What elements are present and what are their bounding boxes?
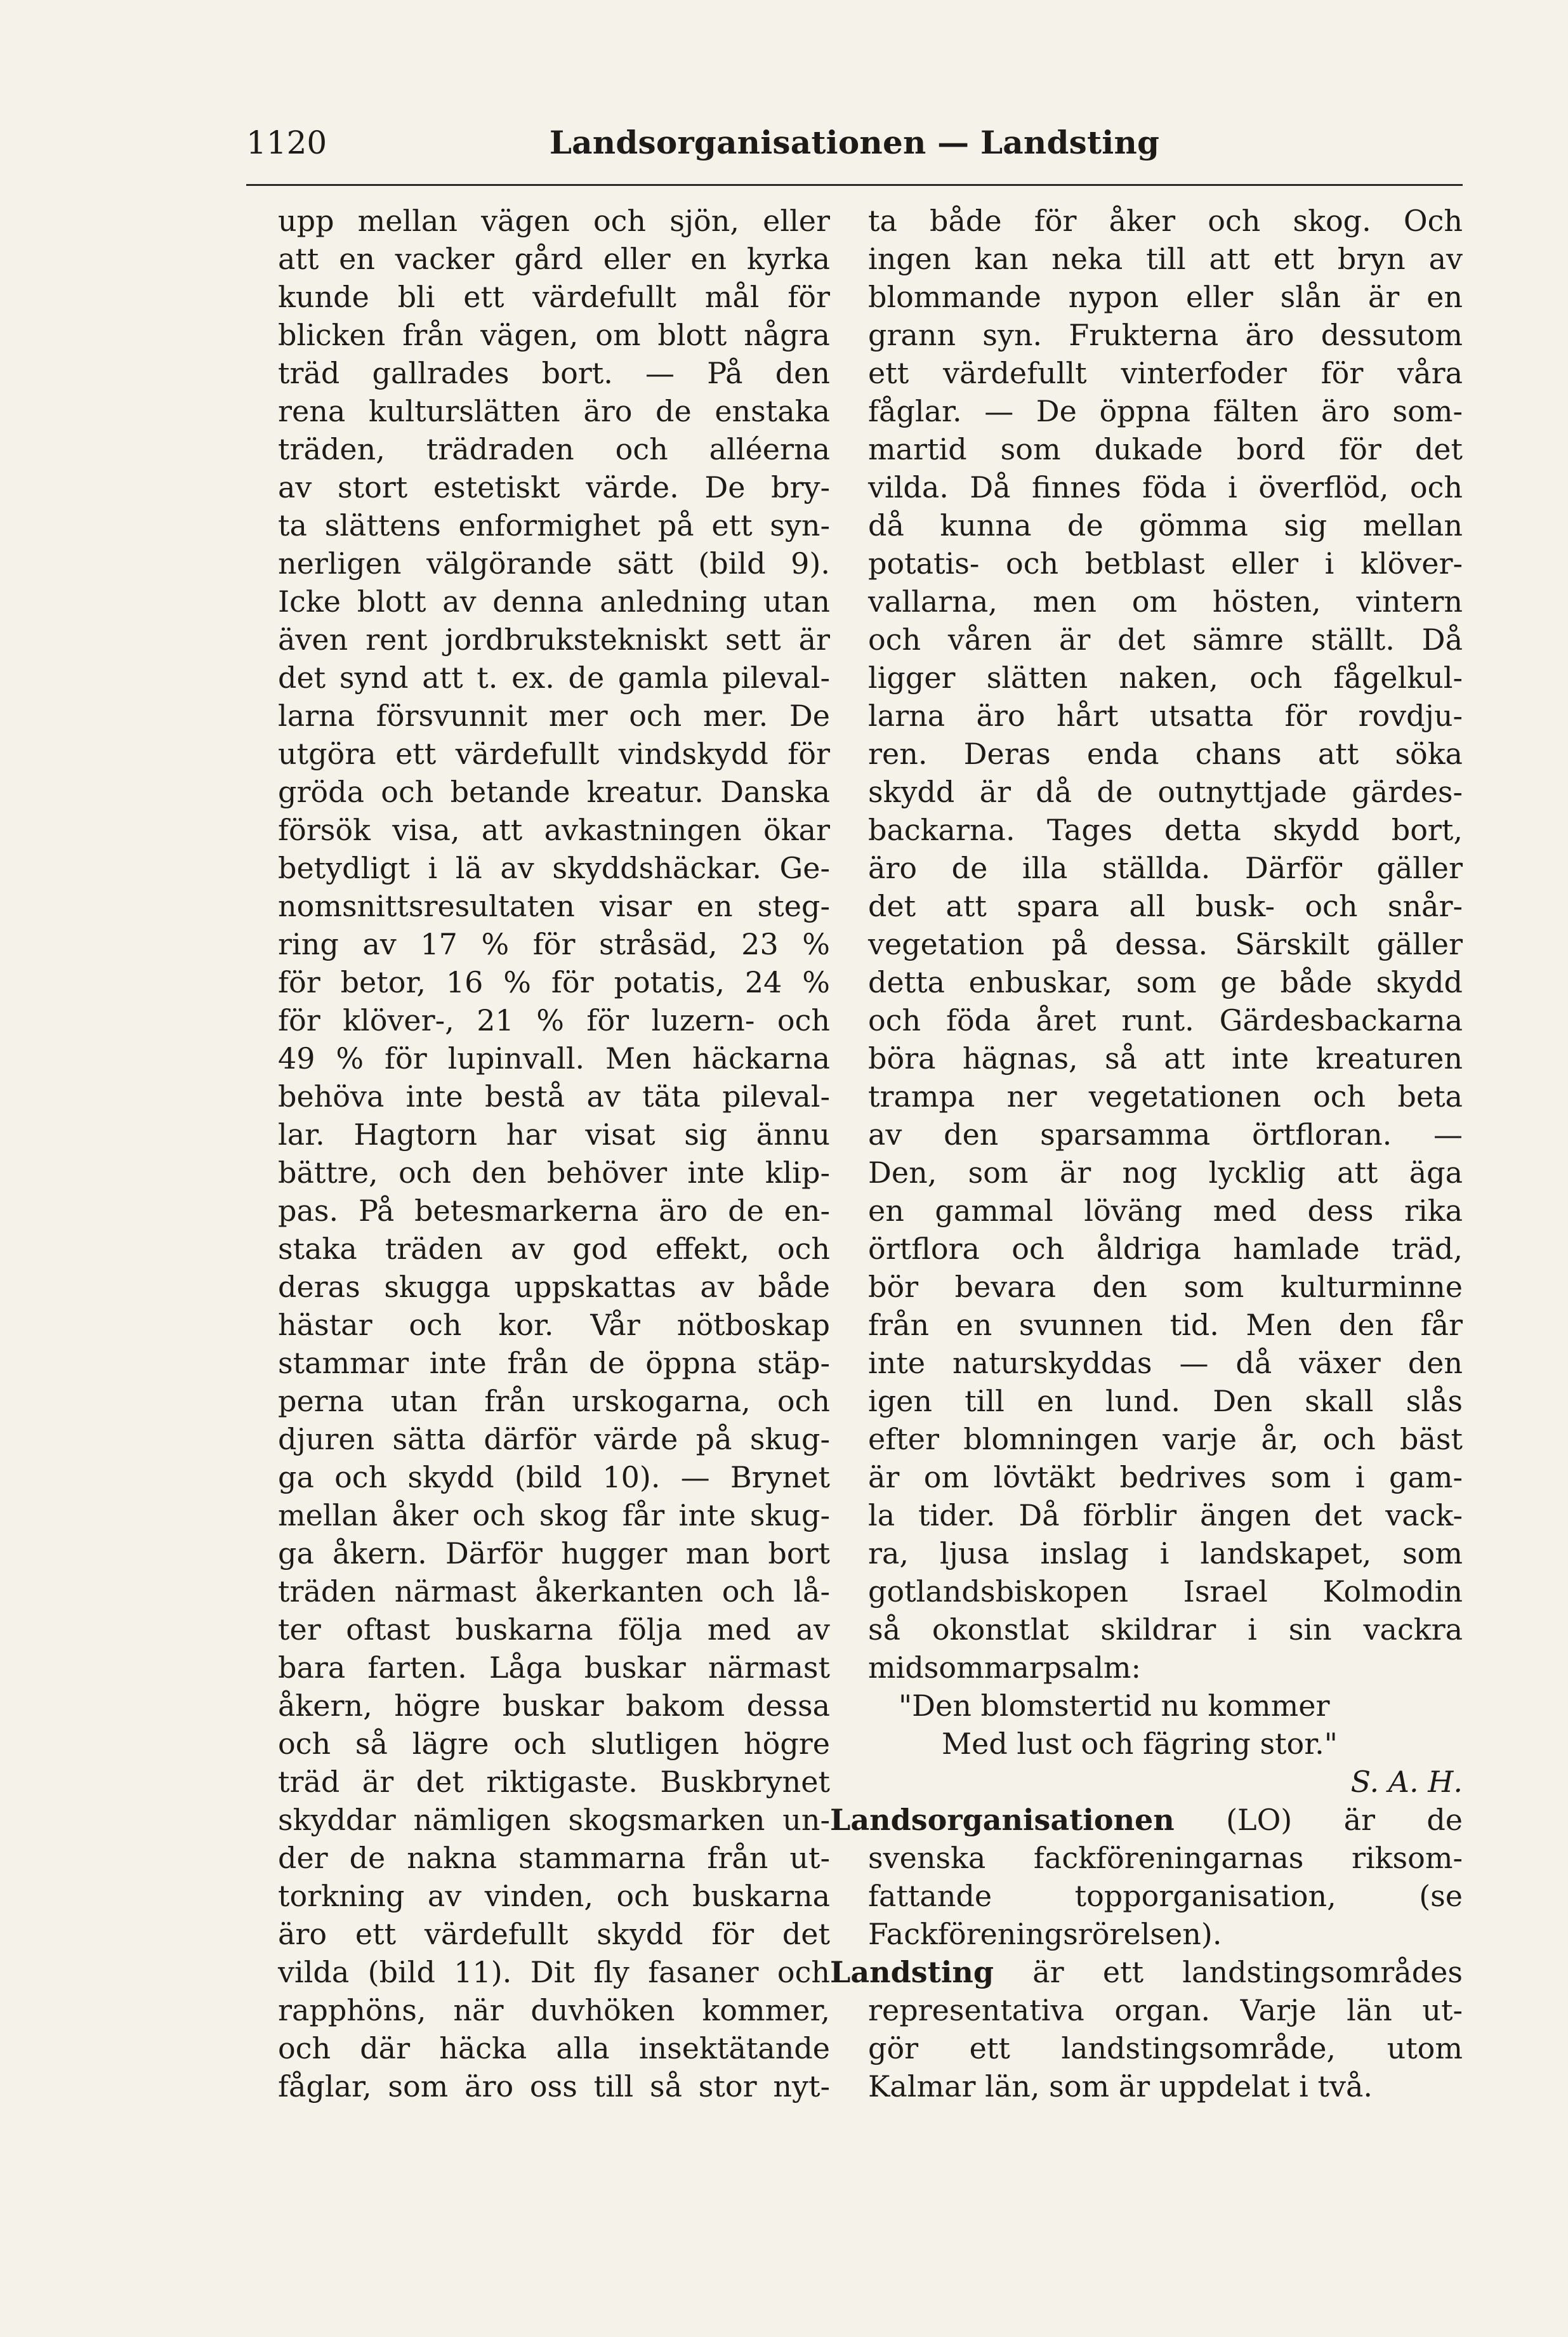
left-column <box>278 202 830 2105</box>
text-line: torkning av vinden, och buskarna <box>278 1879 830 1913</box>
text-line: skydd är då de outnyttjade gärdes- <box>868 775 1463 809</box>
text-line: att en vacker gård eller en kyrka <box>278 242 830 276</box>
text-line: träden, trädraden och alléerna <box>278 432 830 466</box>
text-line: för betor, 16 % för potatis, 24 % <box>278 965 830 999</box>
text-line: larna äro hårt utsatta för rovdju- <box>868 699 1463 733</box>
text-line: gotlandsbiskopen Israel Kolmodin <box>868 1574 1463 1609</box>
text-line: kunde bli ett värdefullt mål för <box>278 280 830 314</box>
text-line: djuren sätta därför värde på skug- <box>278 1422 830 1456</box>
text-line: ter oftast buskarna följa med av <box>278 1612 830 1647</box>
header-rule <box>246 184 1463 186</box>
text-line: försök visa, att avkastningen ökar <box>278 813 830 847</box>
text-line: träd gallrades bort. — På den <box>278 356 830 390</box>
text-line: vegetation på dessa. Särskilt gäller <box>868 927 1463 961</box>
text-line: nerligen välgörande sätt (bild 9). <box>278 546 830 581</box>
text-line: Icke blott av denna anledning utan <box>278 584 830 619</box>
text-line: behöva inte bestå av täta pileval- <box>278 1079 830 1114</box>
text-line: rapphöns, när duvhöken kommer, <box>278 1993 830 2027</box>
text-line: staka träden av god effekt, och <box>278 1232 830 1266</box>
text-line: pas. På betesmarkerna äro de en- <box>278 1194 830 1228</box>
text-line: martid som dukade bord för det <box>868 432 1463 466</box>
text-line: blommande nypon eller slån är en <box>868 280 1463 314</box>
text-line: gör ett landstingsområde, utom <box>868 2031 1463 2065</box>
text-line: då kunna de gömma sig mellan <box>868 508 1463 543</box>
text-line: nomsnittsresultaten visar en steg- <box>278 889 830 923</box>
text-line: representativa organ. Varje län ut- <box>868 1993 1463 2027</box>
text-line: och så lägre och slutligen högre <box>278 1727 830 1761</box>
text-line: bör bevara den som kulturminne <box>868 1270 1463 1304</box>
text-line: ett värdefullt vinterfoder för våra <box>868 356 1463 390</box>
text-line: la tider. Då förblir ängen det vack- <box>868 1498 1463 1532</box>
text-line: vilda. Då finnes föda i överflöd, och <box>868 470 1463 504</box>
text-line: detta enbuskar, som ge både skydd <box>868 965 1463 999</box>
text-line: der de nakna stammarna från ut- <box>278 1841 830 1875</box>
text-line: skyddar nämligen skogsmarken un- <box>278 1803 830 1837</box>
text-line: igen till en lund. Den skall slås <box>868 1384 1463 1418</box>
text-line: deras skugga uppskattas av både <box>278 1270 830 1304</box>
entry-body <box>830 1839 1463 1953</box>
text-line: potatis- och betblast eller i klöver- <box>868 546 1463 581</box>
text-line: är om lövtäkt bedrives som i gam- <box>868 1460 1463 1494</box>
text-line: ren. Deras enda chans att söka <box>868 737 1463 771</box>
text-line: Fackföreningsrörelsen). <box>868 1917 1222 1951</box>
text-line: för klöver-, 21 % för luzern- och <box>278 1003 830 1037</box>
text-line: backarna. Tages detta skydd bort, <box>868 813 1463 847</box>
text-line: av stort estetiskt värde. De bry- <box>278 470 830 504</box>
text-line: från en svunnen tid. Men den får <box>868 1308 1463 1342</box>
text-line: äro ett värdefullt skydd för det <box>278 1917 830 1951</box>
quote-line: "Den blomstertid nu kommer <box>899 1689 1330 1723</box>
page-number: 1120 <box>246 124 327 161</box>
text-line: 49 % för lupinvall. Men häckarna <box>278 1041 830 1076</box>
text-line: ta slättens enformighet på ett syn- <box>278 508 830 543</box>
text-line: det synd att t. ex. de gamla pileval- <box>278 661 830 695</box>
text-line: så okonstlat skildrar i sin vackra <box>868 1612 1463 1647</box>
text-line: och där häcka alla insektätande <box>278 2031 830 2065</box>
text-line: bättre, och den behöver inte klip- <box>278 1155 830 1190</box>
text-line: och föda året runt. Gärdesbackarna <box>868 1003 1463 1037</box>
text-line: och våren är det sämre ställt. Då <box>868 622 1463 657</box>
entry-landsorganisationen <box>830 1801 1463 1953</box>
text-line: åkern, högre buskar bakom dessa <box>278 1689 830 1723</box>
entry-headword: Landsorganisationen <box>830 1803 1175 1837</box>
text-line: trampa ner vegetationen och beta <box>868 1079 1463 1114</box>
text-line: fåglar. — De öppna fälten äro som- <box>868 394 1463 428</box>
text-line: perna utan från urskogarna, och <box>278 1384 830 1418</box>
right-column-continuation <box>868 202 1463 1687</box>
entry-landsting <box>830 1953 1463 2105</box>
running-head: Landsorganisationen — Landsting <box>549 124 1160 161</box>
text-line: äro de illa ställda. Därför gäller <box>868 851 1463 885</box>
text-line: inte naturskyddas — då växer den <box>868 1346 1463 1380</box>
text-line: vilda (bild 11). Dit fly fasaner och <box>278 1955 830 1989</box>
text-line: Kalmar län, som är uppdelat i två. <box>868 2069 1373 2103</box>
text-line: ta både för åker och skog. Och <box>868 204 1463 238</box>
text-line: av den sparsamma örtfloran. — <box>868 1117 1463 1152</box>
text-line: Den, som är nog lycklig att äga <box>868 1155 1463 1190</box>
author-signature: S. A. H. <box>1350 1765 1463 1799</box>
text-line: en gammal löväng med dess rika <box>868 1194 1463 1228</box>
entry-text: är ett landstingsområdes <box>994 1955 1463 1989</box>
text-line: fåglar, som äro oss till så stor nyt- <box>278 2069 830 2103</box>
text-line: ligger slätten naken, och fågelkul- <box>868 661 1463 695</box>
text-line: bara farten. Låga buskar närmast <box>278 1650 830 1685</box>
entry-first-line <box>830 1953 1463 1991</box>
entry-text: (LO) är de <box>1174 1803 1463 1837</box>
page-header <box>246 121 1463 165</box>
text-line: ring av 17 % för stråsäd, 23 % <box>278 927 830 961</box>
text-line: fattande topporganisation, (se <box>868 1879 1463 1913</box>
text-line: gröda och betande kreatur. Danska <box>278 775 830 809</box>
text-line: stammar inte från de öppna stäp- <box>278 1346 830 1380</box>
text-line: vallarna, men om hösten, vintern <box>868 584 1463 619</box>
text-line: lar. Hagtorn har visat sig ännu <box>278 1117 830 1152</box>
entry-headword: Landsting <box>830 1955 994 1989</box>
text-line: blicken från vägen, om blott några <box>278 318 830 352</box>
text-line: mellan åker och skog får inte skug- <box>278 1498 830 1532</box>
entry-body <box>830 1991 1463 2105</box>
text-line: efter blomningen varje år, och bäst <box>868 1422 1463 1456</box>
text-line: det att spara all busk- och snår- <box>868 889 1463 923</box>
text-line: utgöra ett värdefullt vindskydd för <box>278 737 830 771</box>
text-line: örtflora och åldriga hamlade träd, <box>868 1232 1463 1266</box>
text-line: midsommarpsalm: <box>868 1650 1142 1685</box>
text-line: böra hägnas, så att inte kreaturen <box>868 1041 1463 1076</box>
text-line: larna försvunnit mer och mer. De <box>278 699 830 733</box>
text-line: betydligt i lä av skyddshäckar. Ge- <box>278 851 830 885</box>
text-line: ga åkern. Därför hugger man bort <box>278 1536 830 1570</box>
text-line: ra, ljusa inslag i landskapet, som <box>868 1536 1463 1570</box>
text-line: grann syn. Frukterna äro dessutom <box>868 318 1463 352</box>
text-line: rena kulturslätten äro de enstaka <box>278 394 830 428</box>
text-line: svenska fackföreningarnas riksom- <box>868 1841 1463 1875</box>
text-line: hästar och kor. Vår nötboskap <box>278 1308 830 1342</box>
text-line: träd är det riktigaste. Buskbrynet <box>278 1765 830 1799</box>
text-line: träden närmast åkerkanten och lå- <box>278 1574 830 1609</box>
entry-first-line <box>830 1801 1463 1839</box>
quote-line: Med lust och fägring stor." <box>942 1727 1338 1761</box>
text-line: upp mellan vägen och sjön, eller <box>278 204 830 238</box>
text-line: ingen kan neka till att ett bryn av <box>868 242 1463 276</box>
right-column <box>830 202 1463 2105</box>
text-line: ga och skydd (bild 10). — Brynet <box>278 1460 830 1494</box>
text-line: även rent jordbrukstekniskt sett är <box>278 622 830 657</box>
